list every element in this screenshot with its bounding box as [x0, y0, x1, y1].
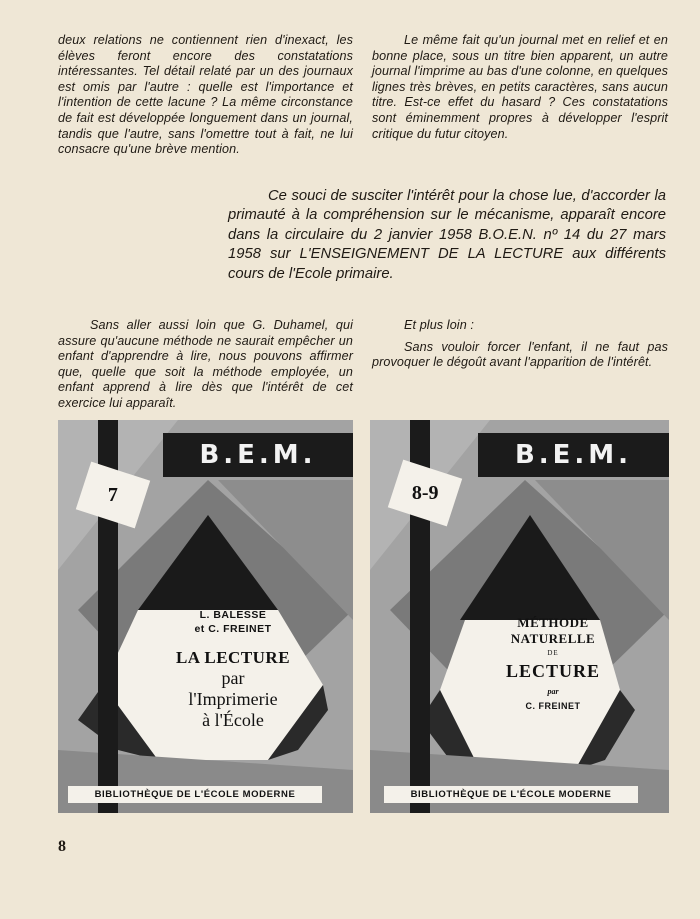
lead-text: Et plus loin :	[404, 318, 475, 332]
book-title: NATURELLE	[510, 631, 596, 646]
authors-line: L. BALESSE	[199, 609, 267, 621]
text-column-bottom-right	[372, 318, 668, 371]
publisher-footer: BIBLIOTHÈQUE DE L'ÉCOLE MODERNE	[384, 786, 638, 803]
text-column-top-left	[58, 33, 353, 158]
paragraph: Sans aller aussi loin que G. Duhamel, qui assure qu'aucune méthode ne saurait empêcher un enfant d'apprendre à lire, nous pouvons affirmer que, quelle que soit la méthode employée, un enfant apprend à lire dès que l'intérêt de cet exercice lui apparaît.	[58, 318, 353, 410]
series-banner: B.E.M.	[478, 433, 669, 477]
book-title: DE	[547, 649, 559, 657]
text-column-top-right	[372, 33, 668, 142]
book-title: MÉTHODE	[517, 615, 589, 630]
publisher-footer: BIBLIOTHÈQUE DE L'ÉCOLE MODERNE	[68, 786, 322, 803]
circular-quote-block	[228, 187, 666, 284]
by-label: par	[547, 687, 559, 696]
page-number: 8	[58, 838, 66, 855]
paragraph: Sans vouloir forcer l'enfant, il ne faut pas provoquer le dégoût avant l'apparition de l'intérêt.	[372, 339, 668, 370]
book-subtitle: par	[221, 668, 245, 688]
volume-number: 7	[108, 483, 118, 506]
cover-title-block	[458, 615, 648, 711]
book-title: LECTURE	[505, 661, 601, 681]
book-cover-methode-naturelle	[370, 420, 669, 813]
book-subtitle: l'Imprimerie	[188, 689, 278, 709]
authors-line: et C. FREINET	[194, 623, 272, 635]
volume-number: 8-9	[411, 481, 439, 504]
paragraph: deux relations ne contiennent rien d'inexact, les élèves feront encore des constatations intéressantes. Tel détail relaté par un des journaux est omis par l'autre : quelle est l'importance et l'intention de cette lacune ? La même circonstance de fait est développée longuement dans un journal, tandis que l'autre, sans l'omettre tout à fait, ne lui consacre qu'une brève mention.	[58, 33, 353, 157]
series-banner: B.E.M.	[163, 433, 353, 477]
book-title: LA LECTURE	[175, 648, 291, 667]
paragraph: Le même fait qu'un journal met en relief et en bonne place, sous un titre bien apparent, un autre journal l'imprime au bas d'une colonne, en quelques lignes très brèves, en petits caractères, sans aucun titre. Est-ce effet du hasard ? Ces constatations sont éminemment propres à développer l'esprit critique du futur citoyen.	[372, 33, 668, 141]
text-column-bottom-left	[58, 318, 353, 412]
book-cover-la-lecture	[58, 420, 353, 813]
quote-paragraph: Ce souci de susciter l'intérêt pour la chose lue, d'accorder la primauté à la compréhension sur le mécanisme, apparaît encore dans la circulaire du 2 janvier 1958 B.O.E.N. nº 14 du 27 mars 1958 sur L'ENSEIGNEMENT DE LA LECTURE aux différents cours de l'Ecole primaire.	[228, 188, 666, 282]
book-subtitle: à l'École	[202, 710, 264, 730]
author-name: C. FREINET	[525, 701, 581, 711]
cover-title-block	[138, 608, 328, 731]
